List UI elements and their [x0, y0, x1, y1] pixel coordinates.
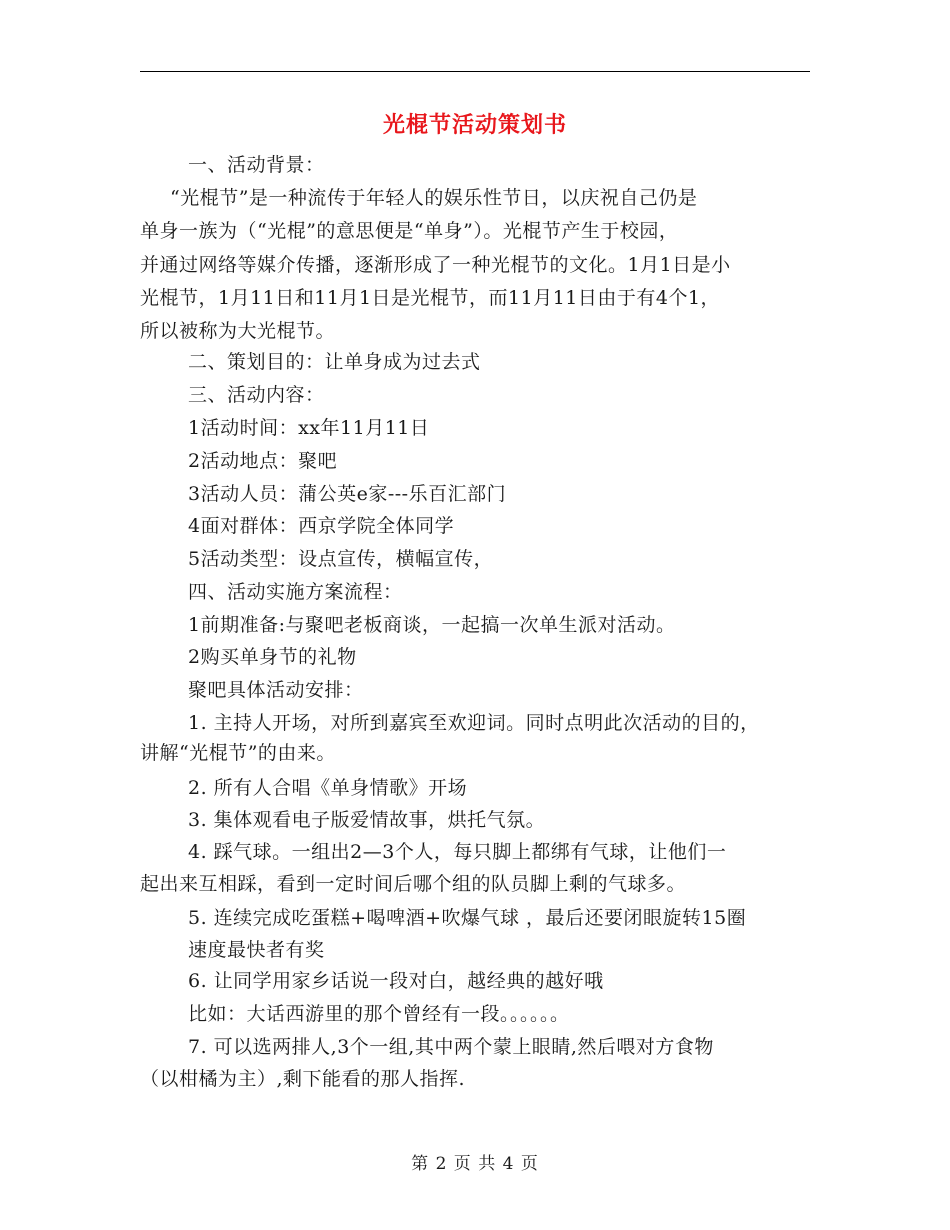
list-item-continuation: 讲解“光棍节”的由来。 — [140, 742, 336, 764]
list-item: 3活动人员：蒲公英e家---乐百汇部门 — [188, 483, 507, 505]
list-item-continuation: （以柑橘为主）,剩下能看的那人指挥. — [140, 1068, 466, 1090]
paragraph-line: 光棍节，1月11日和11月1日是光棍节，而11月11日由于有4个1， — [140, 287, 721, 309]
paragraph-line: 并通过网络等媒介传播，逐渐形成了一种光棍节的文化。1月1日是小 — [140, 254, 731, 276]
paragraph-line: “光棍节”是一种流传于年轻人的娱乐性节日，以庆祝自己仍是 — [170, 187, 698, 209]
list-item: 6. 让同学用家乡话说一段对白，越经典的越好哦 — [188, 970, 604, 992]
list-item: 1前期准备:与聚吧老板商谈，一起搞一次单生派对活动。 — [188, 614, 676, 636]
list-item: 1活动时间：xx年11月11日 — [188, 417, 430, 439]
list-item: 5活动类型：设点宣传，横幅宣传， — [188, 548, 494, 570]
list-item: 7. 可以选两排人,3个一组,其中两个蒙上眼睛,然后喂对方食物 — [188, 1036, 714, 1058]
paragraph-line: 所以被称为大光棍节。 — [140, 320, 336, 342]
document-title: 光棍节活动策划书 — [382, 112, 567, 138]
section-heading-purpose: 二、策划目的：让单身成为过去式 — [188, 351, 481, 373]
list-item: 4面对群体：西京学院全体同学 — [188, 515, 455, 537]
list-item: 2购买单身节的礼物 — [188, 646, 357, 668]
section-heading-content: 三、活动内容： — [188, 384, 325, 406]
page-footer: 第 2 页 共 4 页 — [411, 1154, 539, 1174]
list-item-continuation: 速度最快者有奖 — [188, 939, 325, 961]
section-heading-background: 一、活动背景： — [188, 154, 325, 176]
paragraph-line: 单身一族为（“光棍”的意思便是“单身”）。光棍节产生于校园， — [140, 220, 679, 242]
header-rule — [140, 71, 810, 72]
list-item: 比如：大话西游里的那个曾经有一段。。。。。。 — [188, 1003, 570, 1025]
section-heading-process: 四、活动实施方案流程： — [188, 581, 403, 603]
list-item: 4. 踩气球。一组出2—3个人，每只脚上都绑有气球，让他们一 — [188, 841, 727, 863]
list-item-continuation: 起出来互相踩，看到一定时间后哪个组的队员脚上剩的气球多。 — [140, 873, 687, 895]
list-item: 5. 连续完成吃蛋糕+喝啤酒+吹爆气球 ，最后还要闭眼旋转15圈 — [188, 907, 747, 929]
subheading: 聚吧具体活动安排： — [188, 679, 364, 701]
list-item: 2活动地点：聚吧 — [188, 450, 338, 472]
list-item: 3. 集体观看电子版爱情故事，烘托气氛。 — [188, 809, 546, 831]
list-item: 2. 所有人合唱《单身情歌》开场 — [188, 777, 468, 799]
list-item: 1. 主持人开场，对所到嘉宾至欢迎词。同时点明此次活动的目的， — [188, 712, 760, 734]
